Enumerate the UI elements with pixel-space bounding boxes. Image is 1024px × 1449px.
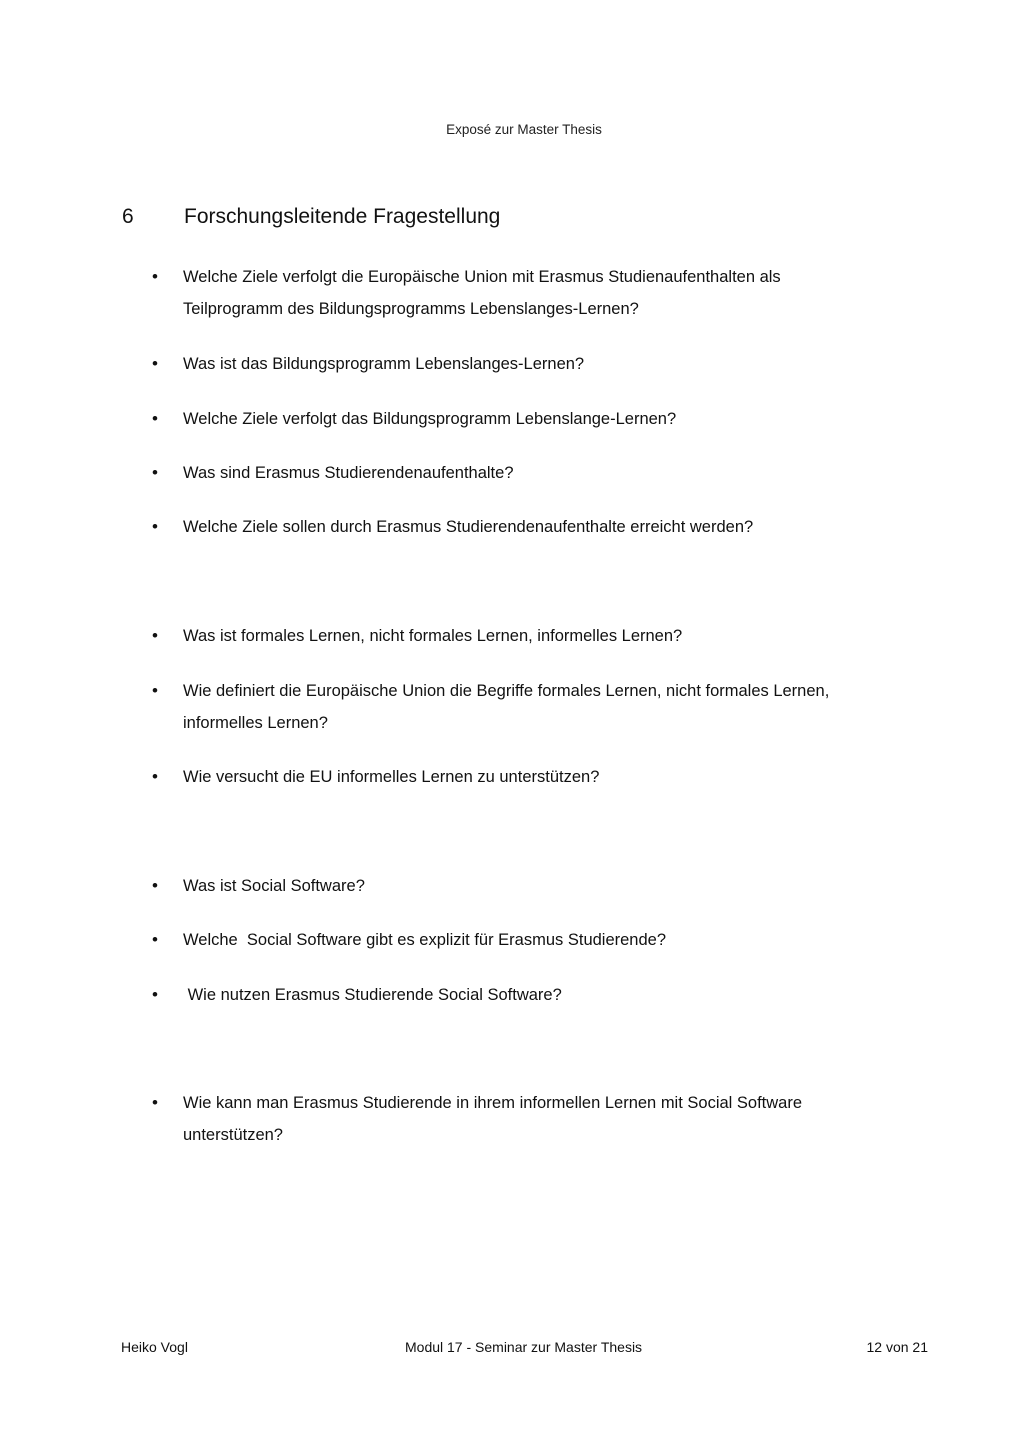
question-text: Wie definiert die Europäische Union die Begriffe formales Lernen, nicht formales Lernen, informelles Lernen? bbox=[183, 682, 830, 732]
question-text: Welche Ziele verfolgt das Bildungsprogramm Lebenslange-Lernen? bbox=[183, 410, 677, 428]
bullet-icon: • bbox=[152, 876, 158, 895]
bullet-icon: • bbox=[152, 767, 158, 786]
section-title: Forschungsleitende Fragestellung bbox=[184, 205, 501, 228]
footer-author: Heiko Vogl bbox=[121, 1339, 188, 1355]
section-number: 6 bbox=[122, 205, 134, 228]
question-text: Wie nutzen Erasmus Studierende Social Software? bbox=[183, 986, 562, 1004]
bullet-icon: • bbox=[152, 626, 158, 645]
question-text: Was ist Social Software? bbox=[183, 877, 365, 895]
bullet-icon: • bbox=[152, 517, 158, 536]
bullet-icon: • bbox=[152, 463, 158, 482]
bullet-icon: • bbox=[152, 1093, 158, 1112]
page-number: 12 von 21 bbox=[866, 1339, 928, 1355]
bullet-icon: • bbox=[152, 267, 158, 286]
question-text: Welche Social Software gibt es explizit für Erasmus Studierende? bbox=[183, 931, 667, 949]
question-text: Welche Ziele verfolgt die Europäische Union mit Erasmus Studienaufenthalten als Teilprogramm des Bildungsprogramms Lebenslanges-Lernen? bbox=[183, 268, 781, 318]
question-text: Welche Ziele sollen durch Erasmus Studierendenaufenthalte erreicht werden? bbox=[183, 518, 754, 536]
question-text: Wie versucht die EU informelles Lernen zu unterstützen? bbox=[183, 768, 600, 786]
bullet-icon: • bbox=[152, 930, 158, 949]
bullet-icon: • bbox=[152, 681, 158, 700]
question-text: Was ist formales Lernen, nicht formales Lernen, informelles Lernen? bbox=[183, 627, 683, 645]
question-text: Was sind Erasmus Studierendenaufenthalte? bbox=[183, 464, 514, 482]
question-text: Wie kann man Erasmus Studierende in ihrem informellen Lernen mit Social Software unterstützen? bbox=[183, 1094, 803, 1144]
question-text: Was ist das Bildungsprogramm Lebenslanges-Lernen? bbox=[183, 355, 585, 373]
footer-module: Modul 17 - Seminar zur Master Thesis bbox=[405, 1339, 643, 1355]
bullet-icon: • bbox=[152, 409, 158, 428]
bullet-icon: • bbox=[152, 354, 158, 373]
running-header: Exposé zur Master Thesis bbox=[446, 122, 602, 137]
bullet-icon: • bbox=[152, 985, 158, 1004]
